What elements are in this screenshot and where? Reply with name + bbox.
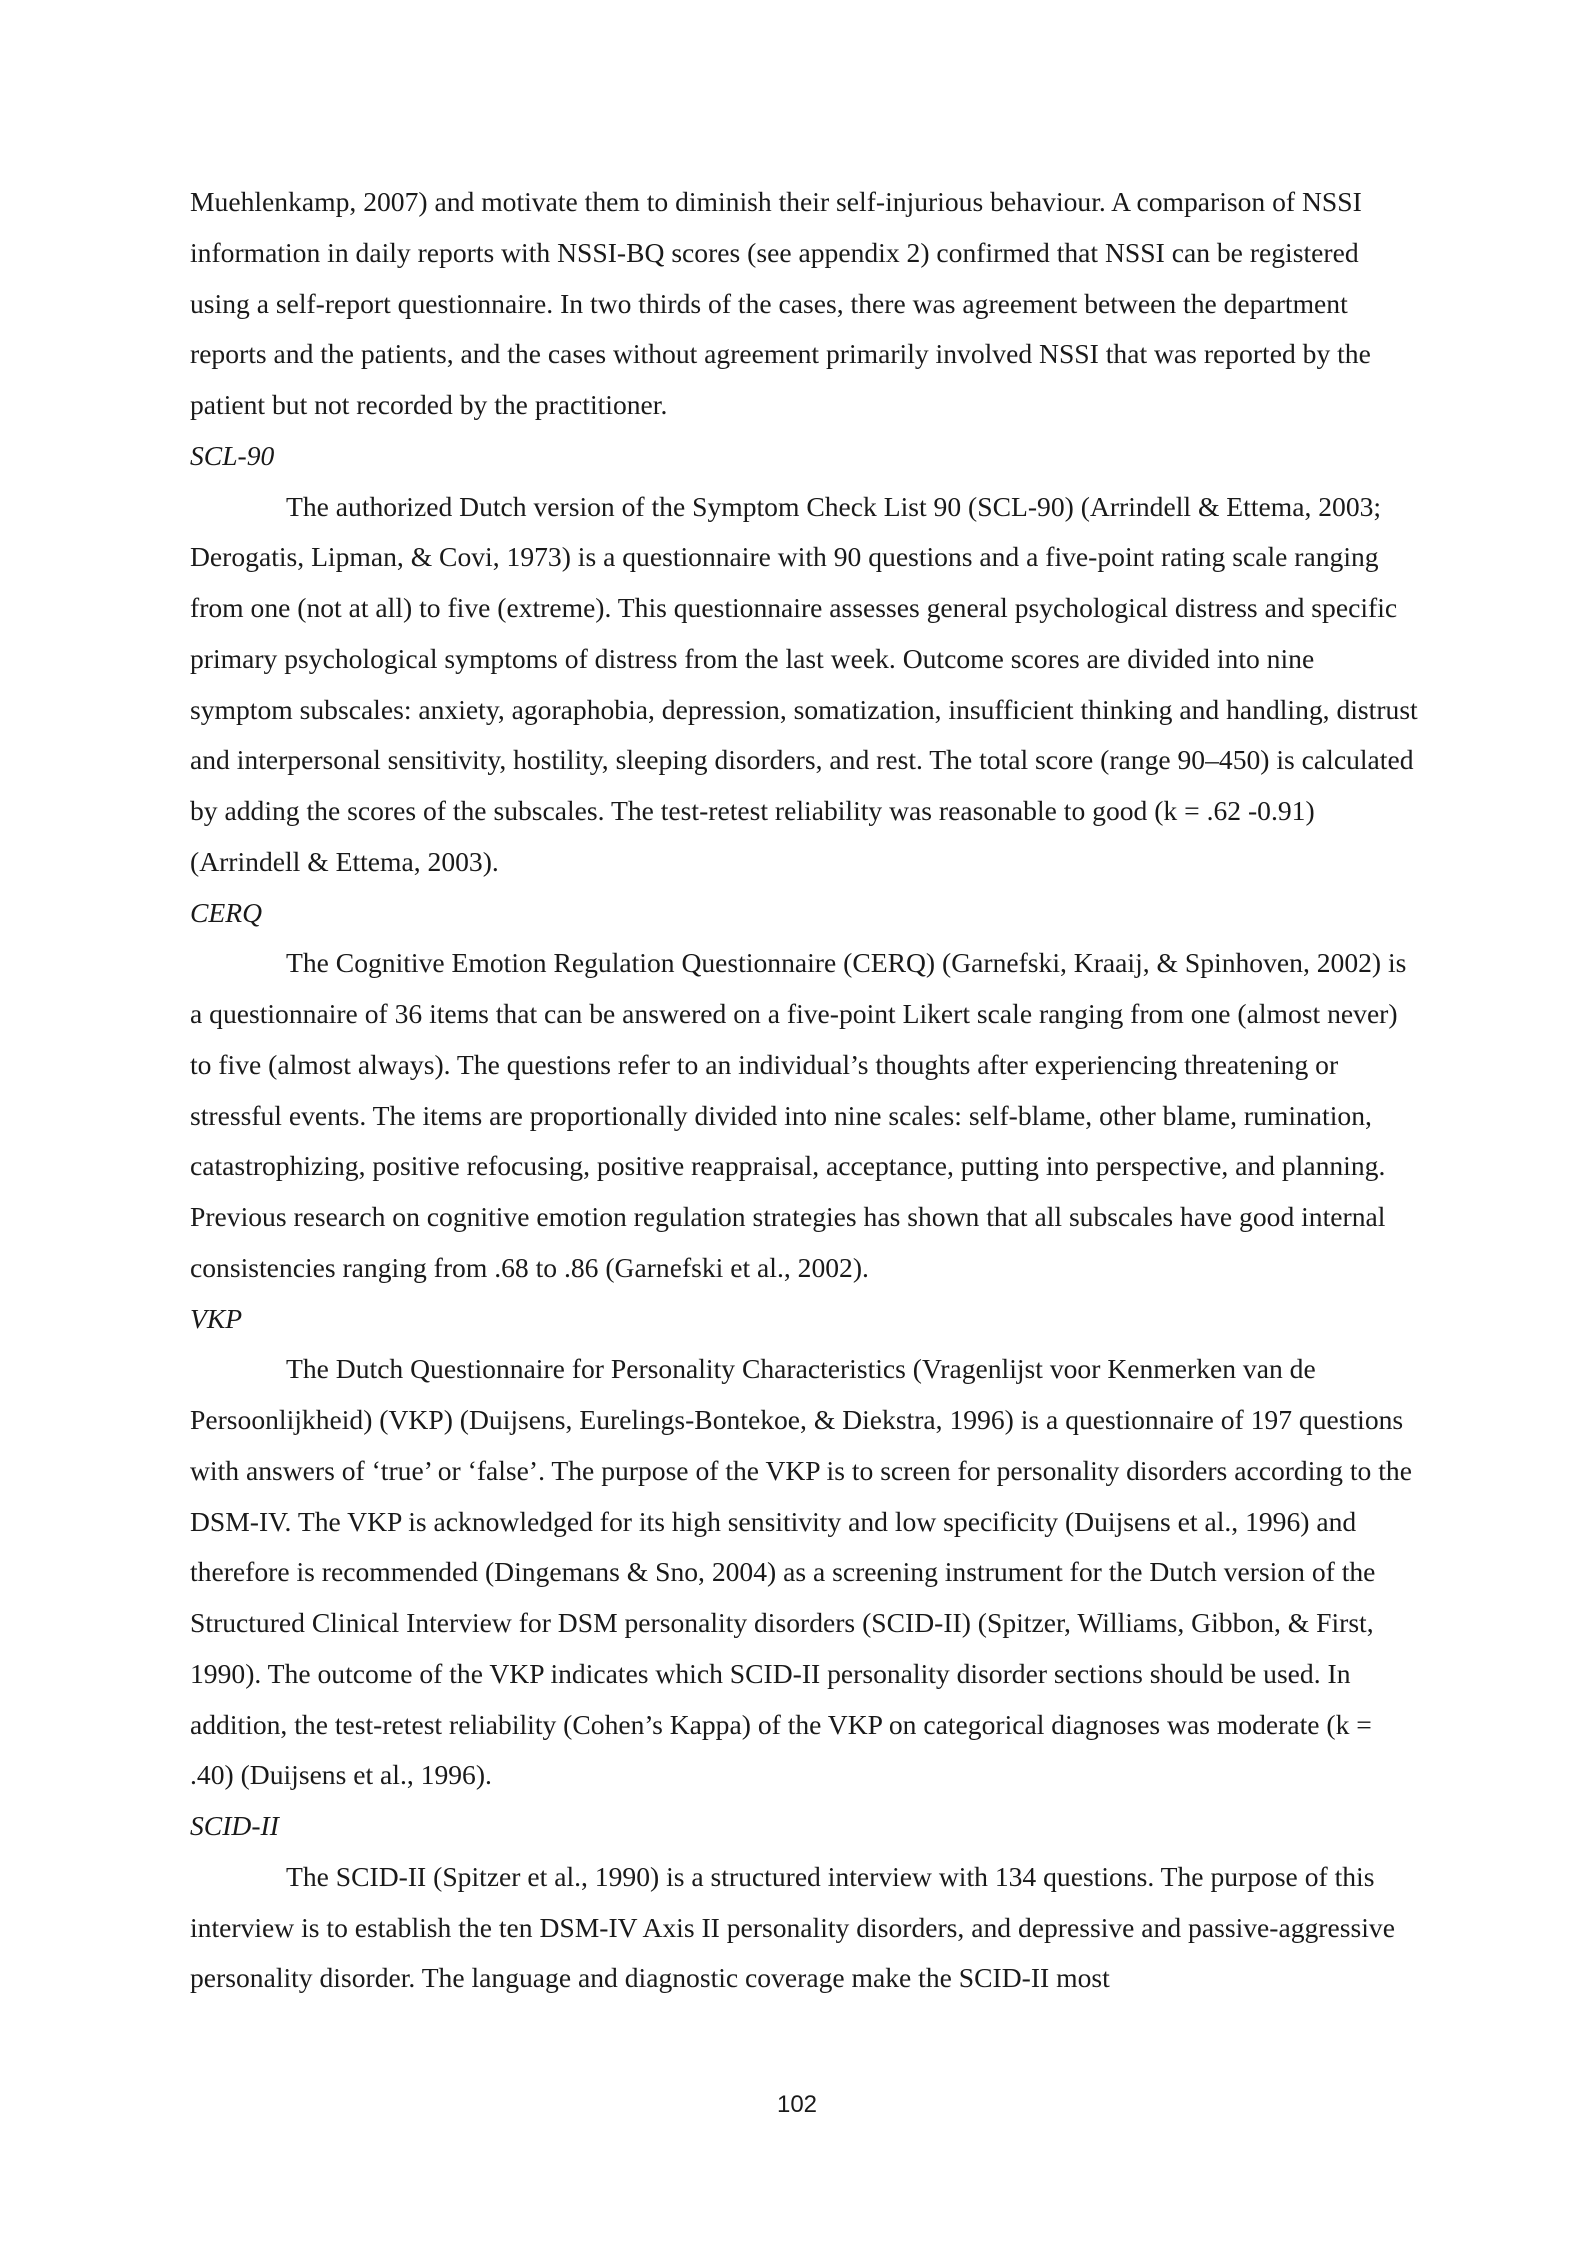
section-body-cerq: The Cognitive Emotion Regulation Questionnaire (CERQ) (Garnefski, Kraaij, & Spinhoven, 2002) is a questionnaire of 36 items that can be answered on a five-point Likert scale ranging from one (almost never) to five (almost always). The questions refer to an individual’s thoughts after experiencing threatening or stressful events. The items are proportionally divided into nine scales: self-blame, other blame, rumination, catastrophizing, positive refocusing, positive reappraisal, acceptance, putting into perspective, and planning. Previous research on cognitive emotion regulation strategies has shown that all subscales have good internal consistencies ranging from .68 to .86 (Garnefski et al., 2002). bbox=[190, 947, 1407, 1283]
section-body-scl90: The authorized Dutch version of the Symptom Check List 90 (SCL-90) (Arrindell & Ettema, 2003; Derogatis, Lipman, & Covi, 1973) is a questionnaire with 90 questions and a five-point rating scale ranging from one (not at all) to five (extreme). This questionnaire assesses general psychological distress and specific primary psychological symptoms of distress from the last week. Outcome scores are divided into nine symptom subscales: anxiety, agoraphobia, depression, somatization, insufficient thinking and handling, distrust and interpersonal sensitivity, hostility, sleeping disorders, and rest. The total score (range 90–450) is calculated by adding the scores of the subscales. The test-retest reliability was reasonable to good (k = .62 -0.91) (Arrindell & Ettema, 2003). bbox=[190, 490, 1418, 877]
page-number: 102 bbox=[776, 2091, 818, 2118]
section-heading-cerq: CERQ bbox=[190, 896, 263, 928]
section-heading-scid-ii: SCID-II bbox=[190, 1810, 279, 1841]
section-body-vkp: The Dutch Questionnaire for Personality Characteristics (Vragenlijst voor Kenmerken van de Persoonlijkheid) (VKP) (Duijsens, Eurelings-Bontekoe, & Diekstra, 1996) is a questionnaire of 197 questions with answers of ‘true’ or ‘false’. The purpose of the VKP is to screen for personality disorders according to the DSM-IV. The VKP is acknowledged for its high sensitivity and low specificity (Duijsens et al., 1996) and therefore is recommended (Dingemans & Sno, 2004) as a screening instrument for the Dutch version of the Structured Clinical Interview for DSM personality disorders (SCID-II) (Spitzer, Williams, Gibbon, & First, 1990). The outcome of the VKP indicates which SCID-II personality disorder sections should be used. In addition, the test-retest reliability (Cohen’s Kappa) of the VKP on categorical diagnoses was moderate (k = .40) (Duijsens et al., 1996). bbox=[190, 1353, 1412, 1791]
section-heading-scl90: SCL-90 bbox=[190, 439, 275, 471]
body-text bbox=[190, 177, 1420, 2004]
paragraph-continuation: Muehlenkamp, 2007) and motivate them to diminish their self-injurious behaviour. A comparison of NSSI information in daily reports with NSSI-BQ scores (see appendix 2) confirmed that NSSI can be registered using a self-report questionnaire. In two thirds of the cases, there was agreement between the department reports and the patients, and the cases without agreement primarily involved NSSI that was reported by the patient but not recorded by the practitioner. bbox=[190, 186, 1371, 420]
section-heading-vkp: VKP bbox=[190, 1302, 243, 1334]
section-body-scid-ii: The SCID-II (Spitzer et al., 1990) is a structured interview with 134 questions. The purpose of this interview is to establish the ten DSM-IV Axis II personality disorders, and depressive and passive-aggressive personality disorder. The language and diagnostic coverage make the SCID-II most bbox=[190, 1860, 1395, 1994]
